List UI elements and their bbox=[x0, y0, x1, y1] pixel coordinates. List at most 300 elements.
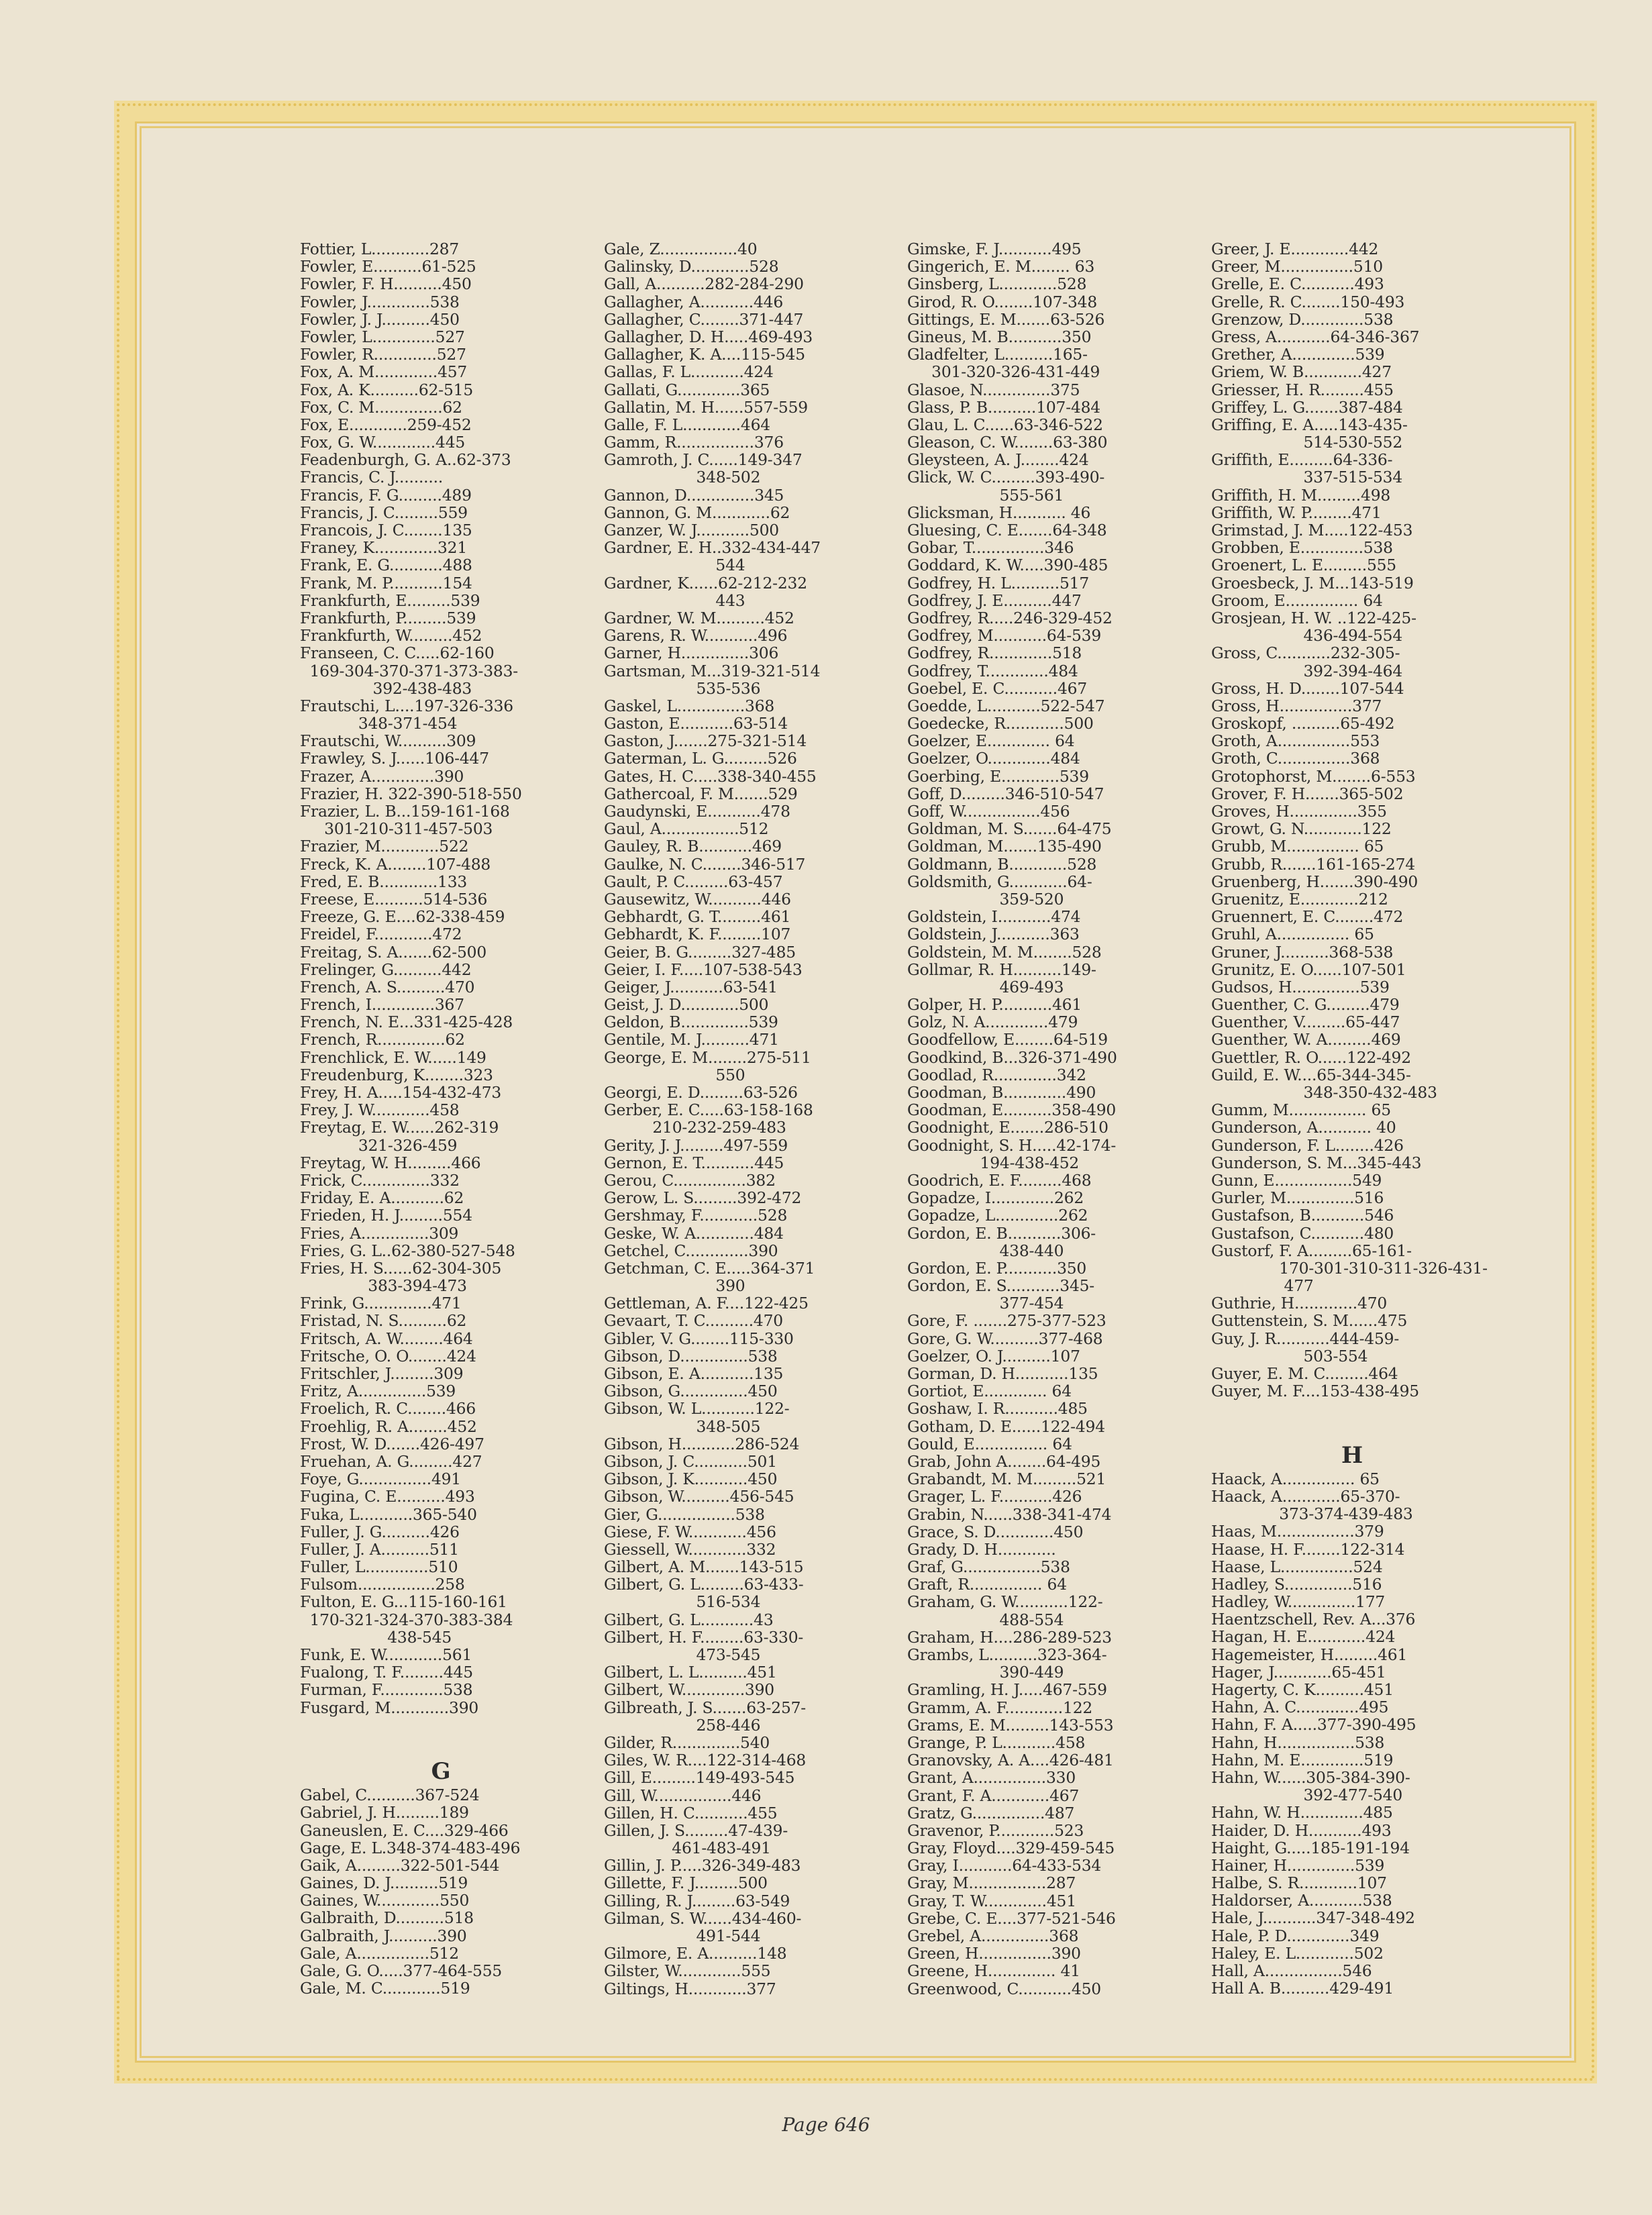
index-entry: Gilster, W.............555 bbox=[604, 1961, 771, 1981]
index-entry: 555-561 bbox=[907, 485, 1064, 505]
index-entry: Fuller, J. A..........511 bbox=[300, 1539, 459, 1559]
index-entry: 301-210-311-457-503 bbox=[300, 819, 493, 839]
index-entry: 516-534 bbox=[604, 1592, 761, 1612]
index-entry: Fowler, L.............527 bbox=[300, 327, 465, 346]
index-entry: Georgi, E. D.........63-526 bbox=[604, 1083, 798, 1102]
index-entry: Gier, G................538 bbox=[604, 1504, 765, 1524]
index-entry: Grubb, R.......161-165-274 bbox=[1211, 854, 1415, 874]
index-entry: Haight, G.....185-191-194 bbox=[1211, 1838, 1410, 1857]
index-entry: Gibson, G..............450 bbox=[604, 1382, 778, 1401]
index-entry: Freck, K. A........107-488 bbox=[300, 854, 491, 874]
index-entry: Gibson, W. L...........122- bbox=[604, 1399, 790, 1419]
index-entry: Gunn, E................549 bbox=[1211, 1170, 1382, 1190]
index-entry: Gress, A...........64-346-367 bbox=[1211, 327, 1420, 346]
index-entry: Frankfurth, P.........539 bbox=[300, 608, 476, 627]
index-entry: Hadley, W..............177 bbox=[1211, 1592, 1386, 1612]
index-entry: Grab, John A........64-495 bbox=[907, 1451, 1101, 1471]
index-entry: 383-394-473 bbox=[300, 1276, 467, 1296]
index-entry: Griffith, H. M.........498 bbox=[1211, 485, 1391, 505]
index-entry: Gallatin, M. H......557-559 bbox=[604, 397, 808, 417]
index-entry: Fuller, L.............510 bbox=[300, 1557, 458, 1577]
index-entry: 359-520 bbox=[907, 889, 1064, 909]
spacer bbox=[300, 1734, 582, 1751]
index-entry: Goodnight, S. H.....42-174- bbox=[907, 1135, 1117, 1155]
index-entry: Gilbert, G. L.........63-433- bbox=[604, 1575, 804, 1594]
index-entry: Gallagher, C........371-447 bbox=[604, 309, 804, 329]
index-entry: Gleysteen, A. J........424 bbox=[907, 450, 1089, 470]
index-entry: 348-350-432-483 bbox=[1211, 1083, 1437, 1102]
index-entry: Frankfurth, E.........539 bbox=[300, 590, 480, 610]
index-entry: Galle, F. L............464 bbox=[604, 415, 770, 434]
index-entry: Gartsman, M...319-321-514 bbox=[604, 661, 821, 680]
index-entry: Grubb, M............... 65 bbox=[1211, 837, 1384, 856]
index-entry: Graf, G................538 bbox=[907, 1557, 1070, 1577]
index-entry: Goldman, M.......135-490 bbox=[907, 837, 1102, 856]
index-entry: Guyer, M. F....153-438-495 bbox=[1211, 1382, 1419, 1401]
index-entry: 170-321-324-370-383-384 bbox=[300, 1610, 513, 1629]
index-entry: 169-304-370-371-373-383- bbox=[300, 661, 518, 680]
index-entry: Fox, A. K..........62-515 bbox=[300, 380, 473, 399]
page-number: Page 646 bbox=[782, 2114, 870, 2136]
index-entry: Francis, C. J.......... bbox=[300, 468, 444, 487]
index-entry: Groenert, L. E.........555 bbox=[1211, 556, 1396, 575]
index-entry: Gaul, A................512 bbox=[604, 819, 769, 839]
index-entry: Fruehan, A. G.........427 bbox=[300, 1451, 482, 1471]
index-entry: Gibler, V. G........115-330 bbox=[604, 1329, 794, 1348]
index-entry: Griem, W. B............427 bbox=[1211, 362, 1392, 382]
index-entry: Freeze, G. E....62-338-459 bbox=[300, 907, 505, 927]
index-entry: Gray, Floyd....329-459-545 bbox=[907, 1839, 1115, 1858]
index-entry: Galbraith, D..........518 bbox=[300, 1908, 474, 1928]
index-entry: 550 bbox=[604, 1065, 745, 1084]
index-entry: Greene, H.............. 41 bbox=[907, 1961, 1080, 1981]
index-entry: 348-371-454 bbox=[300, 714, 458, 733]
index-entry: Freytag, E. W......262-319 bbox=[300, 1118, 499, 1137]
index-entry: Gleason, C. W........63-380 bbox=[907, 433, 1108, 452]
index-entry: Frieden, H. J.........554 bbox=[300, 1206, 472, 1225]
index-entry: Gaskel, L..............368 bbox=[604, 696, 775, 715]
index-entry: Grobben, E.............538 bbox=[1211, 538, 1393, 558]
index-entry: Gamm, R................376 bbox=[604, 433, 784, 452]
index-entry: Godfrey, M...........64-539 bbox=[907, 626, 1102, 646]
index-entry: Gordon, E. B...........306- bbox=[907, 1223, 1096, 1243]
index-entry: Guttenstein, S. M......475 bbox=[1211, 1311, 1408, 1331]
index-entry: Gudsos, H..............539 bbox=[1211, 977, 1390, 996]
index-entry: Gaudynski, E...........478 bbox=[604, 802, 790, 821]
index-column-4 bbox=[1211, 240, 1493, 1997]
index-entry: Gladfelter, L..........165- bbox=[907, 345, 1088, 364]
index-entry: Gall, A..........282-284-290 bbox=[604, 274, 804, 294]
index-entry: Frelinger, G..........442 bbox=[300, 960, 472, 979]
index-entry: Grant, F. A............467 bbox=[907, 1786, 1080, 1805]
index-entry: Freitag, S. A.......62-500 bbox=[300, 942, 487, 962]
index-entry: Gustorf, F. A.........65-161- bbox=[1211, 1241, 1412, 1260]
index-column-3 bbox=[907, 240, 1189, 1998]
index-entry: Freidel, F............472 bbox=[300, 925, 462, 944]
index-entry: Gale, M. C............519 bbox=[300, 1979, 470, 1998]
index-entry: Graham, H....286-289-523 bbox=[907, 1627, 1112, 1647]
index-entry: Gausewitz, W...........446 bbox=[604, 889, 791, 909]
index-entry: Galbraith, J..........390 bbox=[300, 1926, 467, 1945]
index-entry: Godfrey, T.............484 bbox=[907, 661, 1078, 680]
index-entry: Gaulke, N. C........346-517 bbox=[604, 854, 806, 874]
index-entry: Gebhardt, G. T.........461 bbox=[604, 907, 791, 927]
index-entry: Gray, I...........64-433-534 bbox=[907, 1856, 1102, 1875]
section-letter-heading: G bbox=[431, 1758, 451, 1786]
index-entry: Green, H...............390 bbox=[907, 1944, 1081, 1963]
index-entry: Gunderson, F. L........426 bbox=[1211, 1135, 1404, 1155]
index-entry: Fritz, A..............539 bbox=[300, 1382, 456, 1401]
index-entry: Griffing, E. A.....143-435- bbox=[1211, 415, 1408, 434]
index-entry: Gingerich, E. M........ 63 bbox=[907, 257, 1095, 276]
index-entry: Gamroth, J. C......149-347 bbox=[604, 450, 803, 470]
index-entry: Foye, G...............491 bbox=[300, 1470, 461, 1489]
index-entry: Gluesing, C. E.......64-348 bbox=[907, 521, 1107, 539]
index-entry: Fox, E............259-452 bbox=[300, 415, 472, 434]
index-entry: Giese, F. W............456 bbox=[604, 1522, 776, 1541]
index-entry: Guenther, V.........65-447 bbox=[1211, 1013, 1400, 1032]
index-entry: 491-544 bbox=[604, 1926, 761, 1945]
index-entry: Galinsky, D............528 bbox=[604, 257, 779, 276]
index-entry: Gorman, D. H...........135 bbox=[907, 1364, 1098, 1383]
index-entry: Haack, A............65-370- bbox=[1211, 1486, 1400, 1506]
index-entry: Gevaart, T. C..........470 bbox=[604, 1311, 783, 1331]
index-entry: Goedecke, R............500 bbox=[907, 714, 1094, 733]
index-entry: Gerow, L. S.........392-472 bbox=[604, 1188, 802, 1208]
index-entry: Goelzer, O. J..........107 bbox=[907, 1346, 1080, 1366]
index-entry: Glau, L. C......63-346-522 bbox=[907, 415, 1103, 434]
index-entry: Frazier, L. B...159-161-168 bbox=[300, 802, 510, 821]
index-entry: Gilbert, W.............390 bbox=[604, 1680, 774, 1700]
index-entry: Ganeuslen, E. C....329-466 bbox=[300, 1820, 509, 1840]
index-entry: French, A. S..........470 bbox=[300, 977, 475, 996]
index-entry: Goodnight, E.......286-510 bbox=[907, 1118, 1108, 1137]
index-entry: Greenwood, C...........450 bbox=[907, 1979, 1101, 1998]
index-entry: Gardner, E. H..332-434-447 bbox=[604, 538, 821, 558]
index-entry: Freytag, W. H.........466 bbox=[300, 1153, 481, 1172]
index-entry: Greer, J. E............442 bbox=[1211, 240, 1379, 258]
index-entry: Gore, G. W..........377-468 bbox=[907, 1329, 1103, 1348]
index-entry: Hahn, M. E.............519 bbox=[1211, 1750, 1394, 1769]
index-entry: Geiger, J...........63-541 bbox=[604, 977, 778, 996]
index-entry: Grebe, C. E....377-521-546 bbox=[907, 1908, 1116, 1928]
index-entry: Gallagher, K. A....115-545 bbox=[604, 345, 805, 364]
index-entry: Gibson, J. K...........450 bbox=[604, 1470, 778, 1489]
index-entry: Greer, M...............510 bbox=[1211, 257, 1383, 276]
index-entry: Gilman, S. W......434-460- bbox=[604, 1908, 802, 1928]
index-entry: Groom, E............... 64 bbox=[1211, 590, 1383, 610]
index-entry: Fowler, J.............538 bbox=[300, 292, 460, 311]
index-entry: Gaik, A.........322-501-544 bbox=[300, 1855, 500, 1875]
index-entry: Gilbert, A. M.......143-515 bbox=[604, 1557, 804, 1577]
index-entry: Haldorser, A...........538 bbox=[1211, 1891, 1392, 1910]
index-entry: Gault, P. C.........63-457 bbox=[604, 872, 783, 891]
index-entry: Goshaw, I. R...........485 bbox=[907, 1399, 1088, 1419]
index-entry: Gruenberg, H.......390-490 bbox=[1211, 872, 1418, 891]
index-entry: Gershmay, F............528 bbox=[604, 1206, 788, 1225]
index-entry: Frazier, M............522 bbox=[300, 837, 469, 856]
index-entry: Frautschi, W..........309 bbox=[300, 731, 476, 751]
index-entry: Grace, S. D............450 bbox=[907, 1522, 1084, 1541]
index-entry: Gibson, W..........456-545 bbox=[604, 1487, 794, 1506]
index-entry: Gratz, G...............487 bbox=[907, 1803, 1075, 1822]
index-entry: Godfrey, J. E..........447 bbox=[907, 590, 1082, 610]
index-entry: Fritsche, O. O........424 bbox=[300, 1346, 476, 1366]
index-entry: Hahn, F. A.....377-390-495 bbox=[1211, 1715, 1416, 1735]
index-entry: Groth, A...............553 bbox=[1211, 731, 1380, 751]
index-entry: Hale, P. D.............349 bbox=[1211, 1926, 1380, 1945]
index-entry: Gillette, F. J.........500 bbox=[604, 1873, 768, 1893]
index-entry: Gannon, G. M............62 bbox=[604, 503, 790, 522]
index-entry: Fusgard, M............390 bbox=[300, 1698, 479, 1717]
index-entry: Frink, G..............471 bbox=[300, 1294, 462, 1313]
index-entry: Gauley, R. B...........469 bbox=[604, 837, 782, 856]
index-entry: Franseen, C. C.....62-160 bbox=[300, 643, 495, 663]
index-entry: Geske, W. A............484 bbox=[604, 1223, 784, 1243]
index-entry: 170-301-310-311-326-431- bbox=[1211, 1258, 1488, 1278]
index-entry: Gibson, E. A...........135 bbox=[604, 1364, 784, 1383]
index-entry: Gerity, J. J.........497-559 bbox=[604, 1135, 788, 1155]
index-entry: Godfrey, H. L..........517 bbox=[907, 573, 1089, 593]
index-entry: Gillen, J. S.........47-439- bbox=[604, 1820, 788, 1840]
index-entry: Gill, W................446 bbox=[604, 1786, 762, 1805]
index-entry: 373-374-439-483 bbox=[1211, 1504, 1413, 1524]
index-entry: Goelzer, O.............484 bbox=[907, 749, 1080, 768]
index-entry: Gollmar, R. H..........149- bbox=[907, 960, 1096, 979]
index-entry: Fualong, T. F.........445 bbox=[300, 1663, 473, 1682]
index-entry: Grager, L. F...........426 bbox=[907, 1487, 1082, 1506]
index-entry: Fuller, J. G..........426 bbox=[300, 1522, 460, 1541]
index-entry: Griesser, H. R.........455 bbox=[1211, 380, 1394, 399]
index-entry: George, E. M........275-511 bbox=[604, 1047, 811, 1067]
index-entry: Gittings, E. M.......63-526 bbox=[907, 309, 1105, 329]
index-entry: Gernon, E. T...........445 bbox=[604, 1153, 784, 1172]
index-entry: 337-515-534 bbox=[1211, 468, 1403, 487]
index-entry: Frenchlick, E. W......149 bbox=[300, 1047, 486, 1067]
index-entry: Gaston, E...........63-514 bbox=[604, 714, 788, 733]
index-entry: Grelle, E. C...........493 bbox=[1211, 274, 1384, 294]
index-entry: Guettler, R. O......122-492 bbox=[1211, 1047, 1411, 1067]
index-entry: Goodfellow, E........64-519 bbox=[907, 1030, 1108, 1049]
index-entry: Guenther, W. A.........469 bbox=[1211, 1030, 1401, 1049]
index-entry: Getchel, C.............390 bbox=[604, 1241, 778, 1260]
index-entry: Francis, F. G.........489 bbox=[300, 485, 472, 505]
index-entry: 390-449 bbox=[907, 1663, 1064, 1682]
index-entry: Gilmore, E. A..........148 bbox=[604, 1944, 787, 1963]
index-entry: Garner, H..............306 bbox=[604, 643, 779, 663]
index-entry: 348-502 bbox=[604, 468, 761, 487]
index-entry: Gill, E.........149-493-545 bbox=[604, 1768, 795, 1788]
index-entry: Gruhl, A............... 65 bbox=[1211, 925, 1374, 944]
index-entry: 473-545 bbox=[604, 1645, 761, 1664]
index-entry: Grenzow, D.............538 bbox=[1211, 309, 1394, 329]
index-entry: 436-494-554 bbox=[1211, 626, 1403, 646]
index-entry: Gilbert, H. F.........63-330- bbox=[604, 1627, 804, 1647]
index-entry: Gross, H. D........107-544 bbox=[1211, 678, 1404, 698]
index-entry: Hagerty, C. K..........451 bbox=[1211, 1680, 1394, 1699]
index-entry: Goldstein, J...........363 bbox=[907, 925, 1080, 944]
index-entry: Geier, I. F.....107-538-543 bbox=[604, 960, 803, 979]
index-entry: Gage, E. L.348-374-483-496 bbox=[300, 1838, 521, 1857]
index-entry: Hale, J...........347-348-492 bbox=[1211, 1908, 1415, 1928]
index-entry: Frick, C..............332 bbox=[300, 1170, 460, 1190]
spacer bbox=[1211, 1418, 1493, 1435]
index-entry: French, N. E...331-425-428 bbox=[300, 1013, 513, 1032]
index-entry: Goelzer, E............. 64 bbox=[907, 731, 1075, 751]
index-entry: Granovsky, A. A....426-481 bbox=[907, 1751, 1114, 1770]
index-entry: Gilling, R. J.........63-549 bbox=[604, 1891, 790, 1910]
index-entry: Gathercoal, F. M.......529 bbox=[604, 784, 798, 803]
index-entry: Freese, E..........514-536 bbox=[300, 889, 488, 909]
index-entry: Fowler, R.............527 bbox=[300, 345, 466, 364]
index-entry: Hagan, H. E............424 bbox=[1211, 1627, 1396, 1647]
index-entry: Fred, E. B............133 bbox=[300, 872, 468, 891]
index-entry: Haase, H. F........122-314 bbox=[1211, 1539, 1405, 1559]
index-entry: Fristad, N. S..........62 bbox=[300, 1311, 467, 1331]
index-entry: Feadenburgh, G. A..62-373 bbox=[300, 450, 511, 470]
index-entry: Fritsch, A. W.........464 bbox=[300, 1329, 473, 1348]
index-entry: 301-320-326-431-449 bbox=[907, 362, 1100, 382]
index-entry: Girod, R. O........107-348 bbox=[907, 292, 1098, 311]
index-entry: Goff, D.........346-510-547 bbox=[907, 784, 1104, 803]
index-entry: 194-438-452 bbox=[907, 1153, 1080, 1172]
index-entry: Hall A. B..........429-491 bbox=[1211, 1979, 1394, 1998]
index-entry: Gebhardt, K. F.........107 bbox=[604, 925, 791, 944]
index-entry: Gabel, C..........367-524 bbox=[300, 1786, 480, 1805]
index-entry: 321-326-459 bbox=[300, 1135, 458, 1155]
index-entry: Gruner, J..........368-538 bbox=[1211, 942, 1394, 962]
index-entry: Gurler, M..............516 bbox=[1211, 1188, 1384, 1208]
index-entry: Gettleman, A. F....122-425 bbox=[604, 1294, 809, 1313]
index-entry: Gibson, D..............538 bbox=[604, 1346, 778, 1366]
index-entry: 477 bbox=[1211, 1276, 1314, 1296]
index-entry: Goldsmith, G............64- bbox=[907, 872, 1092, 891]
index-entry: Grosjean, H. W. ..122-425- bbox=[1211, 608, 1416, 627]
index-entry: Goldman, M. S.......64-475 bbox=[907, 819, 1112, 839]
index-entry: Goodman, B.............490 bbox=[907, 1083, 1096, 1102]
index-entry: Gramm, A. F............122 bbox=[907, 1698, 1093, 1717]
index-entry: Gallas, F. L...........424 bbox=[604, 362, 774, 382]
index-entry: Giltings, H............377 bbox=[604, 1979, 776, 1998]
index-entry: Haase, L...............524 bbox=[1211, 1557, 1383, 1576]
index-entry: Gentile, M. J..........471 bbox=[604, 1030, 779, 1049]
index-entry: Grant, A...............330 bbox=[907, 1768, 1076, 1788]
index-entry: Hahn, A. C.............495 bbox=[1211, 1698, 1389, 1717]
index-entry: Grady, D. H............ bbox=[907, 1539, 1056, 1559]
index-entry: Frazier, H. 322-390-518-550 bbox=[300, 784, 522, 803]
index-entry: Gortiot, E............. 64 bbox=[907, 1382, 1072, 1401]
index-entry: Gray, T. W.............451 bbox=[907, 1891, 1076, 1910]
index-entry: 210-232-259-483 bbox=[604, 1118, 786, 1137]
index-entry: Guyer, E. M. C.........464 bbox=[1211, 1364, 1398, 1383]
index-entry: Griffith, E.........64-336- bbox=[1211, 450, 1393, 470]
index-entry: Groskopf, ..........65-492 bbox=[1211, 714, 1395, 733]
index-entry: Haack, A............... 65 bbox=[1211, 1469, 1380, 1488]
index-entry: Guild, E. W....65-344-345- bbox=[1211, 1065, 1411, 1084]
index-entry: 514-530-552 bbox=[1211, 433, 1403, 452]
index-entry: Gale, A...............512 bbox=[300, 1943, 459, 1963]
index-entry: Froelich, R. C........466 bbox=[300, 1399, 476, 1419]
index-entry: Glass, P. B..........107-484 bbox=[907, 397, 1100, 417]
index-entry: Goebel, E. C...........467 bbox=[907, 678, 1088, 698]
index-entry: Grelle, R. C........150-493 bbox=[1211, 292, 1405, 311]
index-entry: Hagemeister, H.........461 bbox=[1211, 1645, 1408, 1664]
index-entry: Gallagher, A...........446 bbox=[604, 292, 784, 311]
index-entry: Frank, E. G...........488 bbox=[300, 556, 472, 575]
index-entry: Goodlad, R.............342 bbox=[907, 1065, 1086, 1084]
index-entry: Gerou, C...............382 bbox=[604, 1170, 776, 1190]
index-entry: Goldstein, I...........474 bbox=[907, 907, 1081, 927]
index-entry: Gobar, T...............346 bbox=[907, 538, 1074, 558]
index-entry: Griffith, W. P.........471 bbox=[1211, 503, 1382, 522]
index-entry: Grams, E. M.........143-553 bbox=[907, 1715, 1114, 1735]
index-entry: 469-493 bbox=[907, 977, 1064, 996]
index-entry: Groth, C...............368 bbox=[1211, 749, 1380, 768]
index-entry: Gilbreath, J. S.......63-257- bbox=[604, 1698, 807, 1717]
index-entry: Grebel, A..............368 bbox=[907, 1926, 1079, 1945]
spacer bbox=[1211, 1400, 1493, 1417]
index-entry: Hall, A................546 bbox=[1211, 1961, 1372, 1980]
index-entry: Frautschi, L....197-326-336 bbox=[300, 696, 513, 715]
index-entry: Gunderson, S. M...345-443 bbox=[1211, 1153, 1422, 1172]
index-entry: 377-454 bbox=[907, 1294, 1064, 1313]
index-entry: Golz, N. A.............479 bbox=[907, 1013, 1078, 1032]
index-entry: Gunderson, A........... 40 bbox=[1211, 1118, 1396, 1137]
index-entry: 544 bbox=[604, 556, 745, 575]
index-entry: Giessell, W............332 bbox=[604, 1539, 776, 1559]
index-entry: Grimstad, J. M.....122-453 bbox=[1211, 521, 1413, 539]
index-entry: Halbe, S. R............107 bbox=[1211, 1873, 1387, 1893]
index-entry: Grabandt, M. M.........521 bbox=[907, 1470, 1106, 1489]
index-entry: Goddard, K. W.....390-485 bbox=[907, 556, 1108, 575]
index-entry: Guenther, C. G.........479 bbox=[1211, 995, 1400, 1015]
section-letter-heading: H bbox=[1341, 1441, 1363, 1469]
index-entry: Gillin, J. P.....326-349-483 bbox=[604, 1856, 801, 1875]
index-entry: Fries, G. L..62-380-527-548 bbox=[300, 1241, 515, 1260]
index-entry: Guy, J. R...........444-459- bbox=[1211, 1329, 1400, 1348]
index-entry: Gardner, K......62-212-232 bbox=[604, 573, 807, 593]
index-entry: Giles, W. R....122-314-468 bbox=[604, 1751, 807, 1770]
index-entry: Fuka, L...........365-540 bbox=[300, 1504, 477, 1524]
index-entry: Gardner, W. M..........452 bbox=[604, 608, 794, 627]
index-entry: Geist, J. D............500 bbox=[604, 995, 769, 1015]
index-entry: Graft, R............... 64 bbox=[907, 1575, 1067, 1594]
index-entry: 258-446 bbox=[604, 1715, 761, 1735]
index-entry: Gopadze, I.............262 bbox=[907, 1188, 1084, 1208]
index-entry: Gilbert, L. L..........451 bbox=[604, 1663, 777, 1682]
index-entry: Fulsom................258 bbox=[300, 1575, 465, 1594]
index-entry: Haider, D. H...........493 bbox=[1211, 1820, 1392, 1840]
index-entry: Hahn, H................538 bbox=[1211, 1733, 1385, 1752]
index-entry: 392-438-483 bbox=[300, 678, 472, 698]
index-entry: Gore, F. .......275-377-523 bbox=[907, 1311, 1106, 1331]
index-entry: Frankfurth, W.........452 bbox=[300, 626, 482, 646]
index-entry: French, I.............367 bbox=[300, 995, 464, 1015]
index-entry: Frazer, A.............390 bbox=[300, 766, 464, 786]
index-entry: Gaines, W.............550 bbox=[300, 1891, 470, 1910]
index-entry: 535-536 bbox=[604, 678, 761, 698]
index-entry: Franey, K.............321 bbox=[300, 538, 468, 558]
index-entry: Glicksman, H........... 46 bbox=[907, 503, 1091, 522]
index-entry: 390 bbox=[604, 1276, 745, 1296]
spacer bbox=[300, 1716, 582, 1734]
index-entry: Graham, G. W...........122- bbox=[907, 1592, 1103, 1612]
index-entry: Gilbert, G. L...........43 bbox=[604, 1610, 774, 1629]
index-entry: Gibson, H...........286-524 bbox=[604, 1434, 800, 1453]
index-entry: Fox, G. W.............445 bbox=[300, 433, 466, 452]
index-entry: Friday, E. A...........62 bbox=[300, 1188, 464, 1208]
index-entry: 438-440 bbox=[907, 1241, 1064, 1260]
